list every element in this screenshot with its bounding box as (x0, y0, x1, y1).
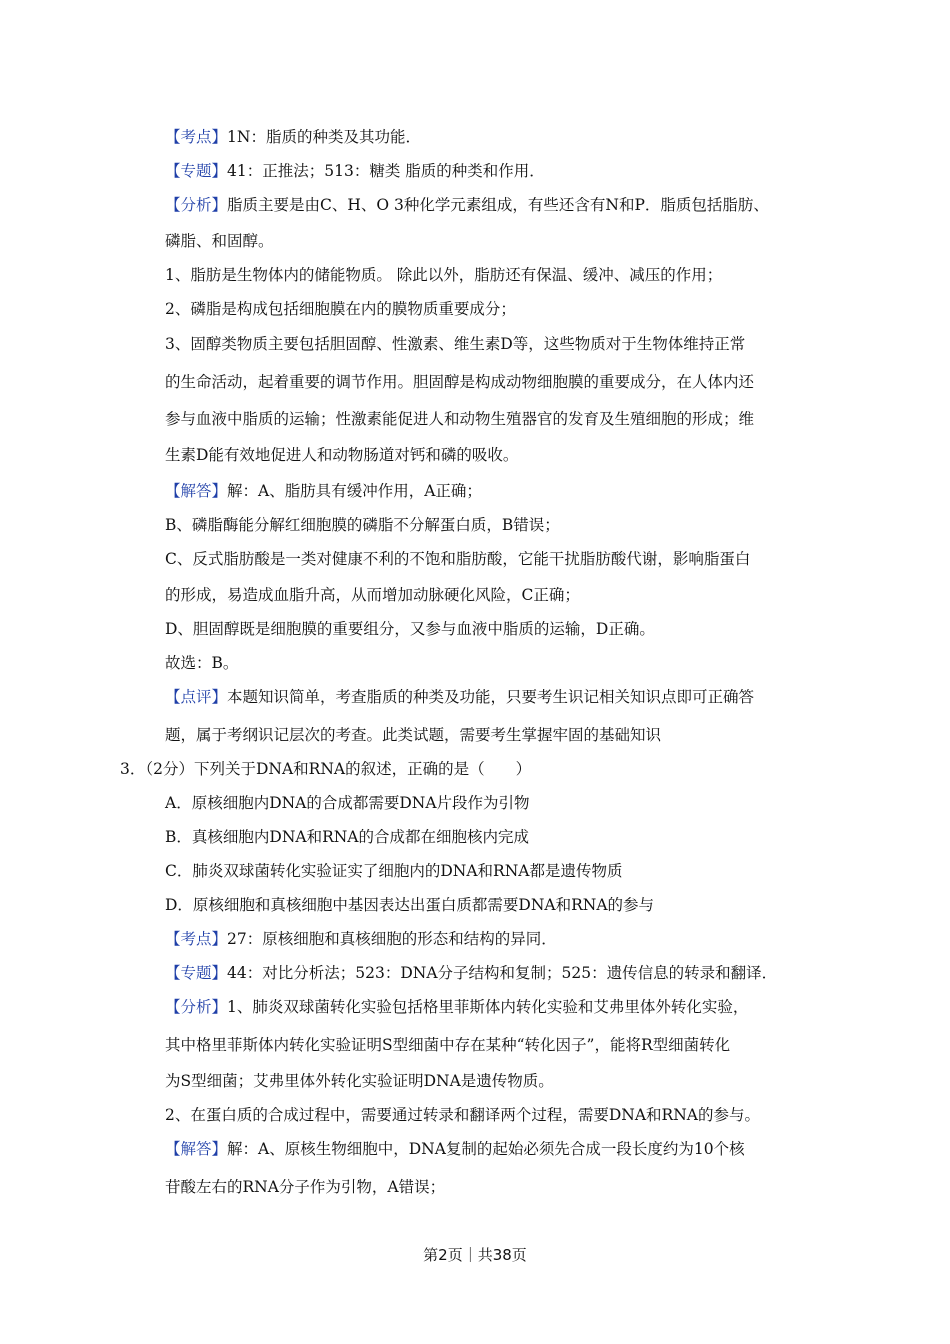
q2-kaodian-text: 1N：脂质的种类及其功能． (227, 128, 421, 146)
q3-kaodian-text: 27：原核细胞和真核细胞的形态和结构的异同． (227, 930, 557, 948)
zhuanti-tag: 【专题】 (165, 162, 228, 180)
q2-fenxi-text-4: 2、磷脂是构成包括细胞膜在内的膜物质重要成分； (165, 300, 516, 318)
dianping-tag: 【点评】 (165, 688, 228, 706)
q2-jieda-text-1: 解：A、脂肪具有缓冲作用，A正确； (227, 482, 482, 500)
q3-fenxi-text-2: 其中格里菲斯体内转化实验证明S型细菌中存在某种“转化因子”，能将R型细菌转化 (165, 1036, 731, 1054)
q3-fenxi-text-3: 为S型细菌；艾弗里体外转化实验证明DNA是遗传物质。 (165, 1072, 554, 1090)
q2-dianping-text-1: 本题知识简单，考查脂质的种类及功能，只要考生识记相关知识点即可正确答 (227, 688, 755, 706)
q3-zhuanti-line (165, 963, 777, 983)
q2-jieda-line (165, 481, 482, 501)
q3-fenxi-text-1: 1、肺炎双球菌转化实验包括格里菲斯体内转化实验和艾弗里体外转化实验， (227, 998, 749, 1016)
q2-fenxi-line (165, 195, 769, 215)
fenxi-tag: 【分析】 (165, 196, 228, 214)
q3-kaodian-line (165, 929, 557, 949)
q2-fenxi-text-7: 参与血液中脂质的运输；性激素能促进人和动物生殖器官的发育及生殖细胞的形成；维 (165, 410, 755, 428)
q3-option-c: C．肺炎双球菌转化实验证实了细胞内的DNA和RNA都是遗传物质 (165, 862, 623, 880)
q3-jieda-text-1: 解：A、原核生物细胞中，DNA复制的起始必须先合成一段长度约为10个核 (227, 1140, 745, 1158)
q2-fenxi-text-5: 3、固醇类物质主要包括胆固醇、性激素、维生素D等，这些物质对于生物体维持正常 (165, 335, 746, 353)
q2-fenxi-text-6: 的生命活动，起着重要的调节作用。胆固醇是构成动物细胞膜的重要成分，在人体内还 (165, 373, 755, 391)
q3-jieda-text-2: 苷酸左右的RNA分子作为引物，A错误； (165, 1178, 446, 1196)
q2-fenxi-text-8: 生素D能有效地促进人和动物肠道对钙和磷的吸收。 (165, 446, 519, 464)
q2-fenxi-text-1: 脂质主要是由C、H、O 3种化学元素组成，有些还含有N和P．脂质包括脂肪、 (227, 196, 769, 214)
q2-dianping-text-2: 题，属于考纲识记层次的考查。此类试题，需要考生掌握牢固的基础知识 (165, 726, 662, 744)
q3-jieda-line (165, 1139, 745, 1159)
q3-fenxi-text-4: 2、在蛋白质的合成过程中，需要通过转录和翻译两个过程，需要DNA和RNA的参与。 (165, 1106, 760, 1124)
q3-fenxi-line (165, 997, 748, 1017)
q2-jieda-text-5: D、胆固醇既是细胞膜的重要组分，又参与血液中脂质的运输，D正确。 (165, 620, 655, 638)
q3-stem: 3．（2分）下列关于DNA和RNA的叙述，正确的是（ ） (120, 760, 532, 778)
q3-option-a: A．原核细胞内DNA的合成都需要DNA片段作为引物 (165, 794, 530, 812)
q2-jieda-text-4: 的形成，易造成血脂升高，从而增加动脉硬化风险，C正确； (165, 586, 580, 604)
q2-zhuanti-text: 41：正推法；513：糖类 脂质的种类和作用． (227, 162, 545, 180)
q2-jieda-text-2: B、磷脂酶能分解红细胞膜的磷脂不分解蛋白质，B错误； (165, 516, 560, 534)
jieda-tag: 【解答】 (165, 482, 228, 500)
kaodian-tag: 【考点】 (165, 930, 228, 948)
kaodian-tag: 【考点】 (165, 128, 228, 146)
q2-fenxi-text-2: 磷脂、和固醇。 (165, 232, 274, 250)
q2-dianping-line (165, 687, 754, 707)
zhuanti-tag: 【专题】 (165, 964, 228, 982)
fenxi-tag: 【分析】 (165, 998, 228, 1016)
q2-zhuanti-line (165, 161, 545, 181)
q3-zhuanti-text: 44：对比分析法；523：DNA分子结构和复制；525：遗传信息的转录和翻译． (227, 964, 778, 982)
page-footer: 第2页｜共38页 (423, 1246, 527, 1264)
q3-option-d: D．原核细胞和真核细胞中基因表达出蛋白质都需要DNA和RNA的参与 (165, 896, 655, 914)
q2-jieda-text-6: 故选：B。 (165, 654, 239, 672)
jieda-tag: 【解答】 (165, 1140, 228, 1158)
q2-jieda-text-3: C、反式脂肪酸是一类对健康不利的不饱和脂肪酸，它能干扰脂肪酸代谢，影响脂蛋白 (165, 550, 751, 568)
q3-option-b: B．真核细胞内DNA和RNA的合成都在细胞核内完成 (165, 828, 530, 846)
q2-kaodian-line (165, 127, 421, 147)
q2-fenxi-text-3: 1、脂肪是生物体内的储能物质。 除此以外，脂肪还有保温、缓冲、减压的作用； (165, 266, 723, 284)
